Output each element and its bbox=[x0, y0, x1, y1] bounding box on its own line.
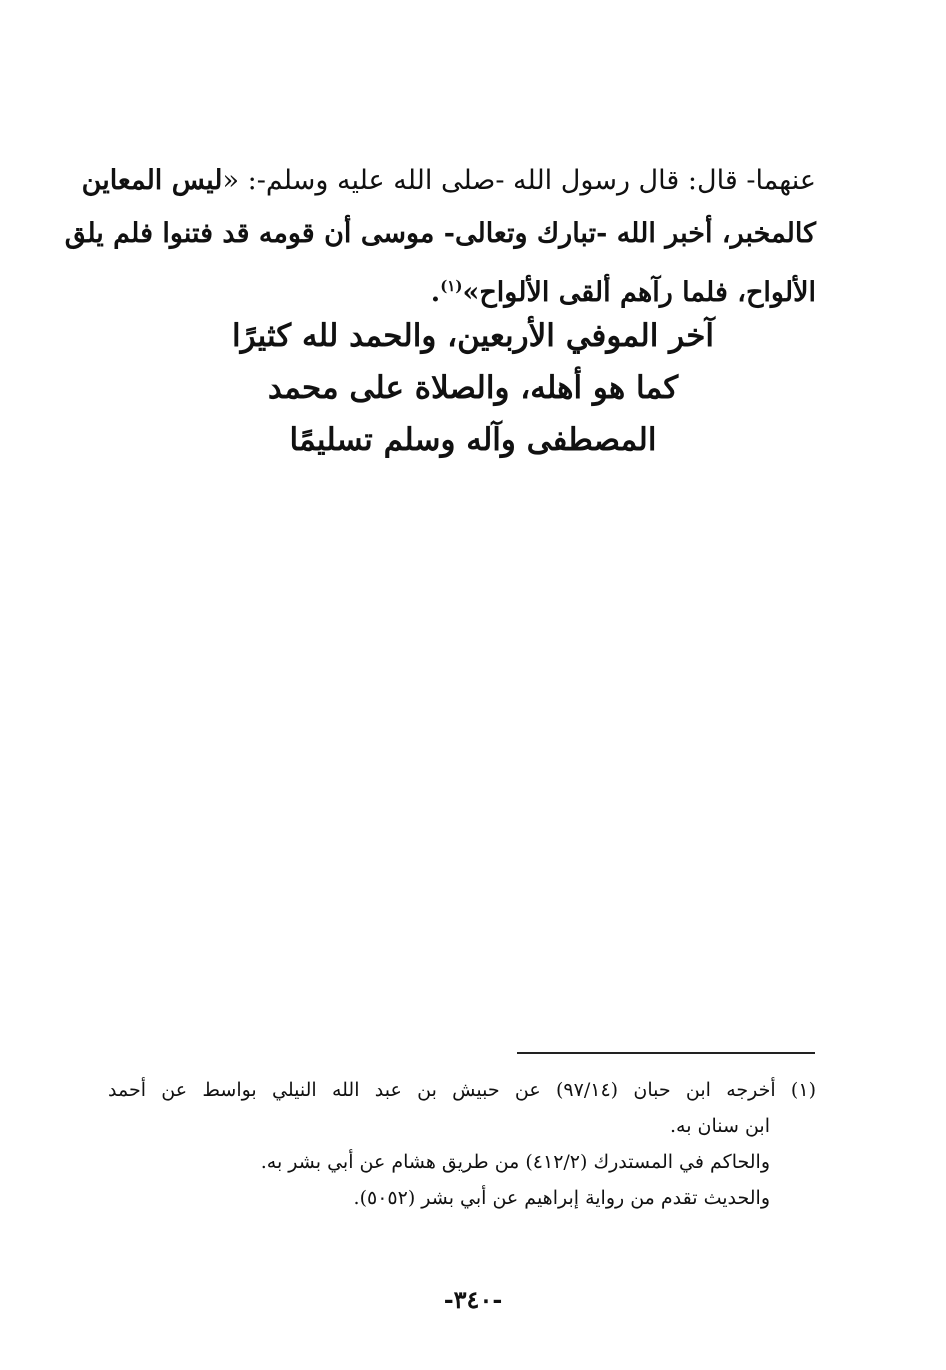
main-text-line-3-end: . bbox=[430, 277, 441, 308]
footnotes bbox=[108, 1072, 816, 1216]
footnote-line-3: والحاكم في المستدرك (٤١٢/٢) من طريق هشام عن أبي بشر به. bbox=[260, 1151, 770, 1173]
page-number: -٣٤٠- bbox=[443, 1285, 503, 1314]
main-text-line-2: كالمخبر، أخبر الله -تبارك وتعالى- موسى أن قومه قد فتنوا فلم يلق bbox=[64, 218, 816, 249]
footnote-line-2: ابن سنان به. bbox=[669, 1115, 770, 1137]
footnote-reference[interactable]: (١) bbox=[440, 277, 463, 295]
closing-line-2: كما هو أهله، والصلاة على محمد bbox=[267, 370, 679, 406]
main-text-line-1-plain: عنهما- قال: قال رسول الله -صلى الله عليه وسلم-: « bbox=[222, 165, 816, 196]
footnote-divider bbox=[517, 1052, 815, 1054]
hadith-text-start: ليس المعاين bbox=[81, 165, 223, 196]
main-text bbox=[64, 154, 816, 319]
main-text-line-3-text: الألواح، فلما رآهم ألقى الألواح» bbox=[462, 277, 816, 308]
closing-text bbox=[100, 310, 846, 466]
closing-line-1: آخر الموفي الأربعين، والحمد لله كثيرًا bbox=[231, 318, 715, 354]
closing-line-3: المصطفى وآله وسلم تسليمًا bbox=[289, 422, 657, 458]
footnote-line-1: (١) أخرجه ابن حبان (٩٧/١٤) عن حبيش بن عبد الله النيلي بواسط عن أحمد bbox=[108, 1079, 816, 1101]
main-text-line-1 bbox=[81, 154, 816, 207]
footnote-line-4: والحديث تقدم من رواية إبراهيم عن أبي بشر (٥٠٥٢). bbox=[353, 1187, 770, 1209]
